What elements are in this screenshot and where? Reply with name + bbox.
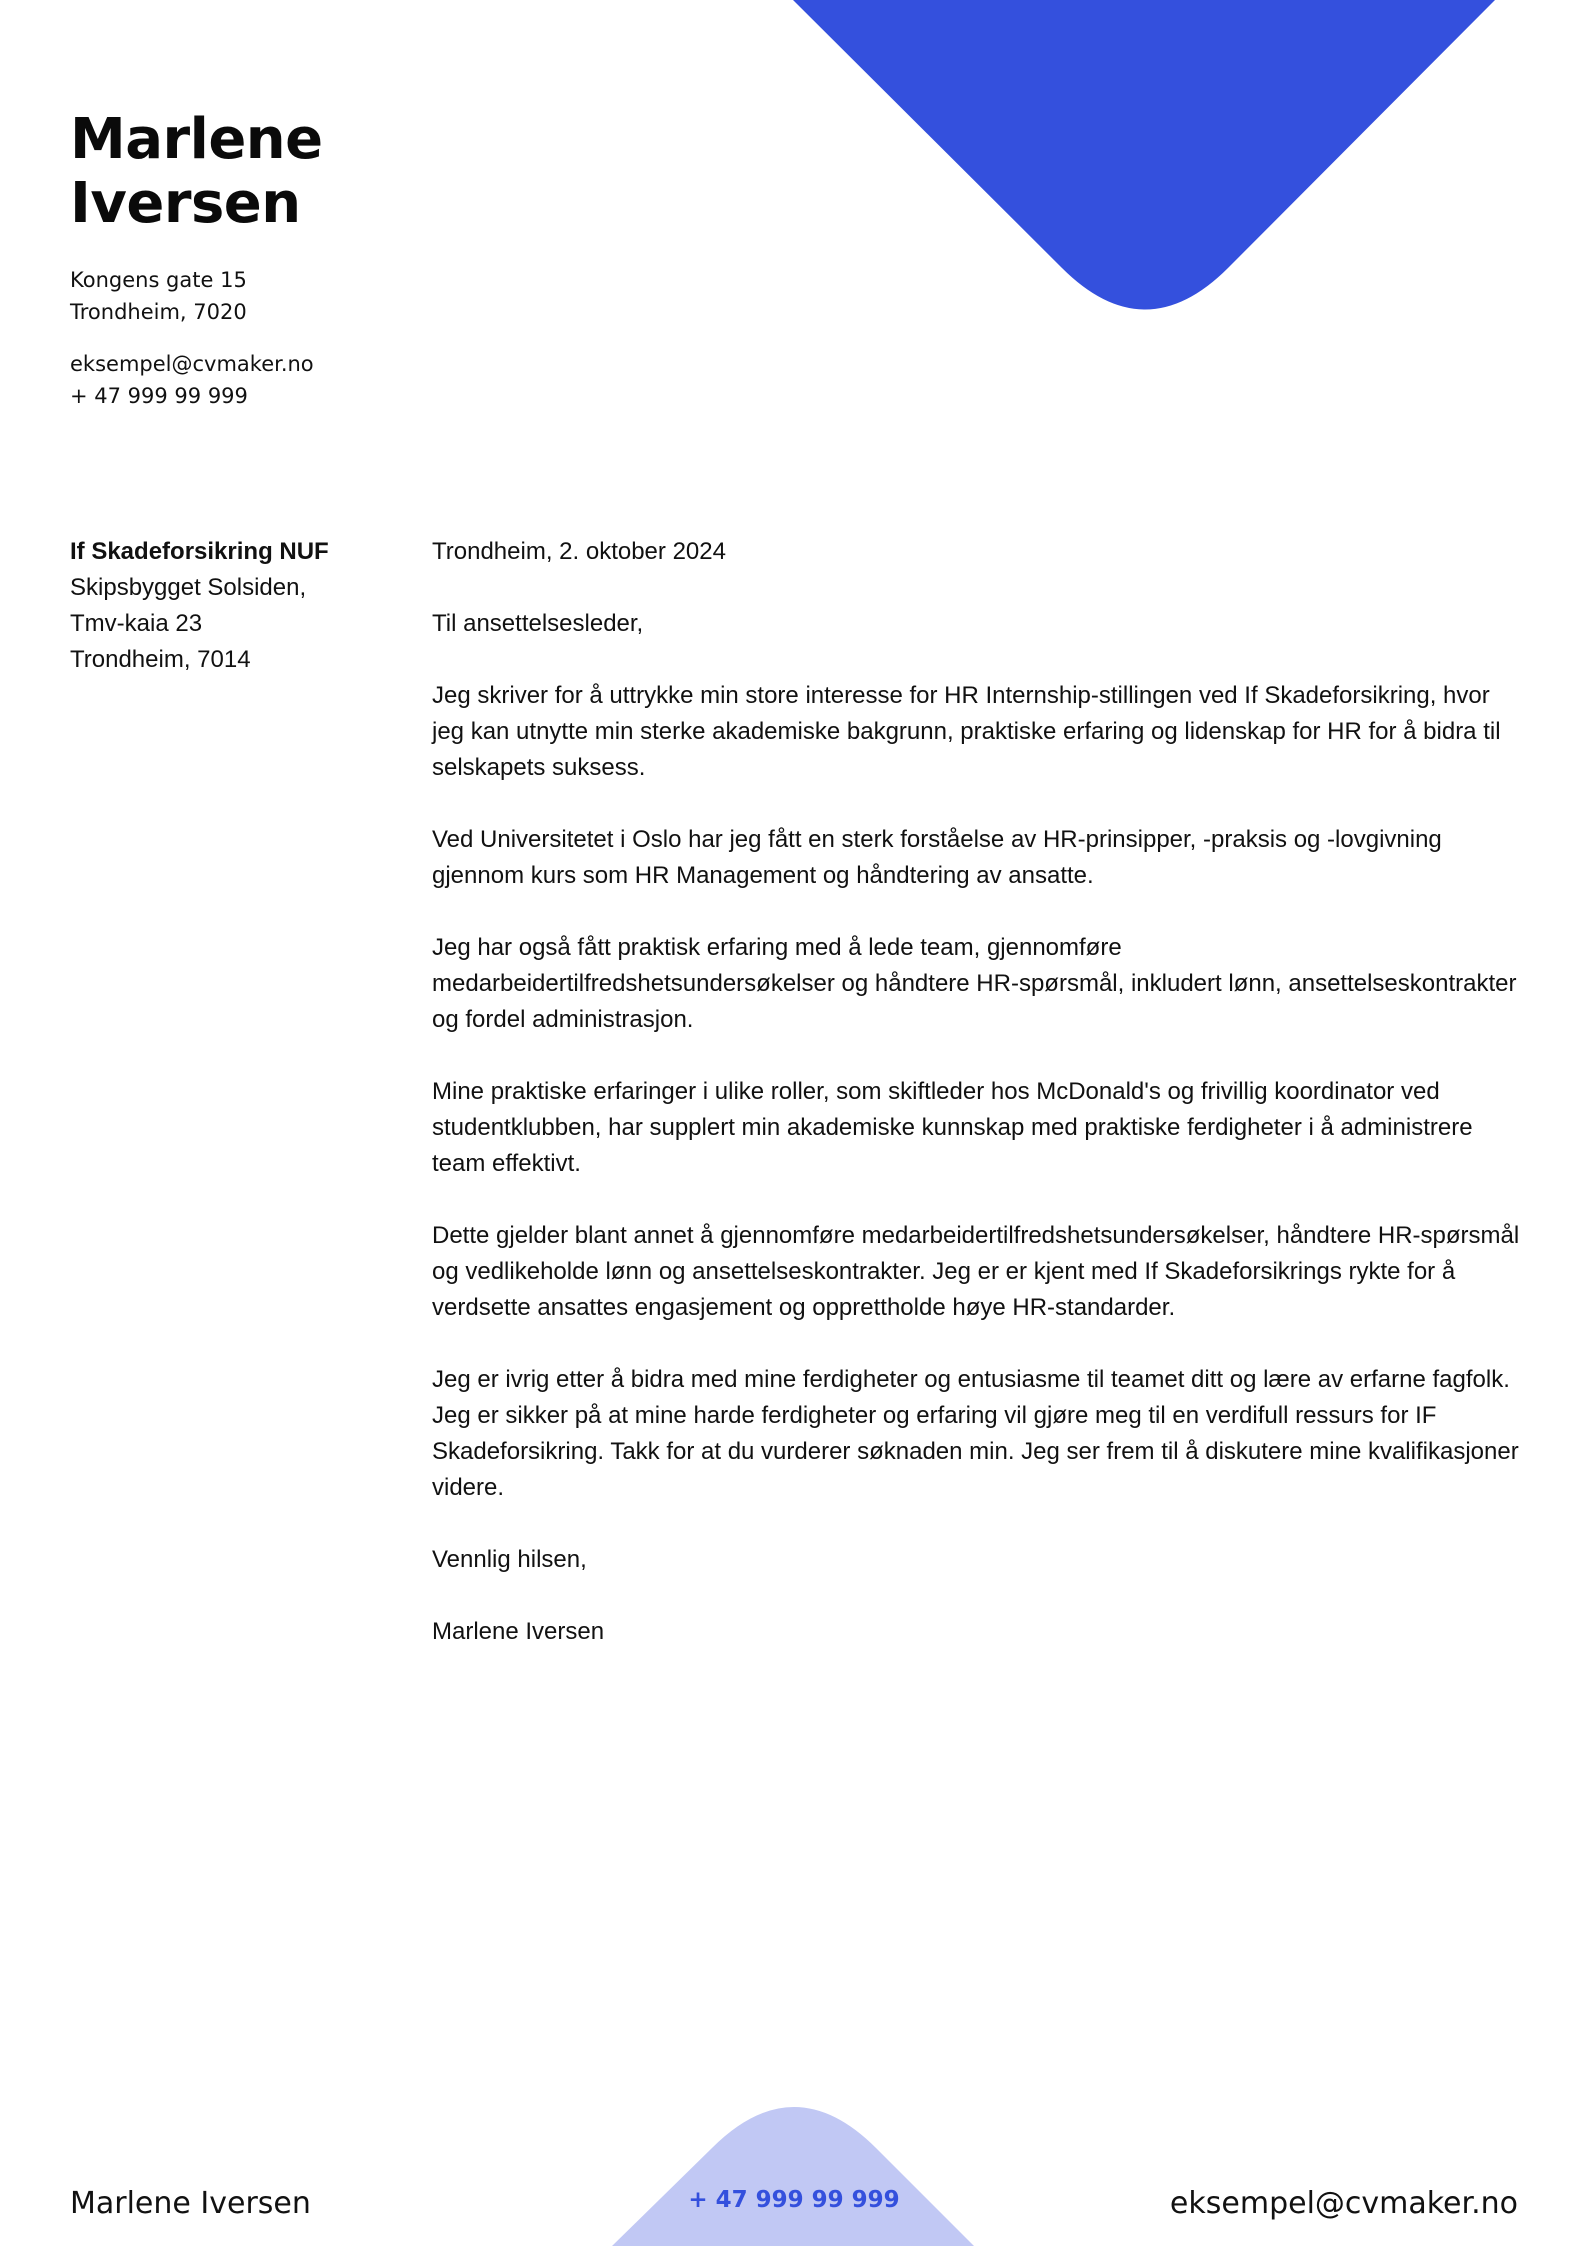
footer-phone: + 47 999 99 999 <box>688 2187 900 2213</box>
letter-body <box>432 534 1522 1686</box>
sender-address-line1: Kongens gate 15 <box>70 268 247 292</box>
letter-date: Trondheim, 2. oktober 2024 <box>432 538 726 565</box>
sender-address-line2: Trondheim, 7020 <box>70 300 247 324</box>
top-accent-shape <box>793 0 1495 310</box>
letter-paragraph: Dette gjelder blant annet å gjennomføre medarbeidertilfredshetsundersøkelser, håndtere HR-spørsmål og vedlikeholde lønn og ansettelseskontrakter. Jeg er er kjent med If Skadeforsikrings rykte for å verdsette ansattes engasjement og opprettholde høye HR-standarder. <box>432 1222 1520 1321</box>
sender-contact <box>70 348 314 412</box>
letter-paragraph: Mine praktiske erfaringer i ulike roller, som skiftleder hos McDonald's og frivillig koordinator ved studentklubben, har supplert min akademiske kunnskap med praktiske ferdigheter i å administrere team effektivt. <box>432 1078 1473 1177</box>
recipient-company: If Skadeforsikring NUF <box>70 538 329 565</box>
recipient-line3: Trondheim, 7014 <box>70 646 251 673</box>
letter-signature: Marlene Iversen <box>432 1618 605 1645</box>
letter-closing: Vennlig hilsen, <box>432 1546 587 1573</box>
letter-paragraph: Jeg har også fått praktisk erfaring med å lede team, gjennomføre medarbeidertilfredshetsundersøkelser og håndtere HR-spørsmål, inkludert lønn, ansettelseskontrakter og fordel administrasjon. <box>432 934 1517 1033</box>
letter-paragraph: Ved Universitetet i Oslo har jeg fått en sterk forståelse av HR-prinsipper, -praksis og -lovgivning gjennom kurs som HR Management og håndtering av ansatte. <box>432 826 1442 889</box>
recipient-block <box>70 534 329 678</box>
footer-name: Marlene Iversen <box>70 2186 311 2221</box>
sender-name <box>70 108 323 236</box>
sender-last-name: Iversen <box>70 171 301 236</box>
letter-paragraph: Jeg er ivrig etter å bidra med mine ferdigheter og entusiasme til teamet ditt og lære av erfarne fagfolk. Jeg er sikker på at mine harde ferdigheter og erfaring vil gjøre meg til en verdifull ressurs for IF Skadeforsikring. Takk for at du vurderer søknaden min. Jeg ser frem til å diskutere mine kvalifikasjoner videre. <box>432 1366 1519 1501</box>
recipient-line1: Skipsbygget Solsiden, <box>70 574 307 601</box>
sender-email: eksempel@cvmaker.no <box>70 352 314 376</box>
footer-email: eksempel@cvmaker.no <box>1169 2186 1518 2221</box>
recipient-line2: Tmv-kaia 23 <box>70 610 203 637</box>
bottom-accent-shape <box>612 2107 974 2246</box>
letter-paragraph: Jeg skriver for å uttrykke min store interesse for HR Internship-stillingen ved If Skadeforsikring, hvor jeg kan utnytte min sterke akademiske bakgrunn, praktiske erfaring og lidenskap for HR for å bidra til selskapets suksess. <box>432 682 1501 781</box>
sender-address <box>70 264 247 328</box>
sender-phone: + 47 999 99 999 <box>70 384 248 408</box>
sender-first-name: Marlene <box>70 107 323 172</box>
letter-greeting: Til ansettelsesleder, <box>432 610 644 637</box>
